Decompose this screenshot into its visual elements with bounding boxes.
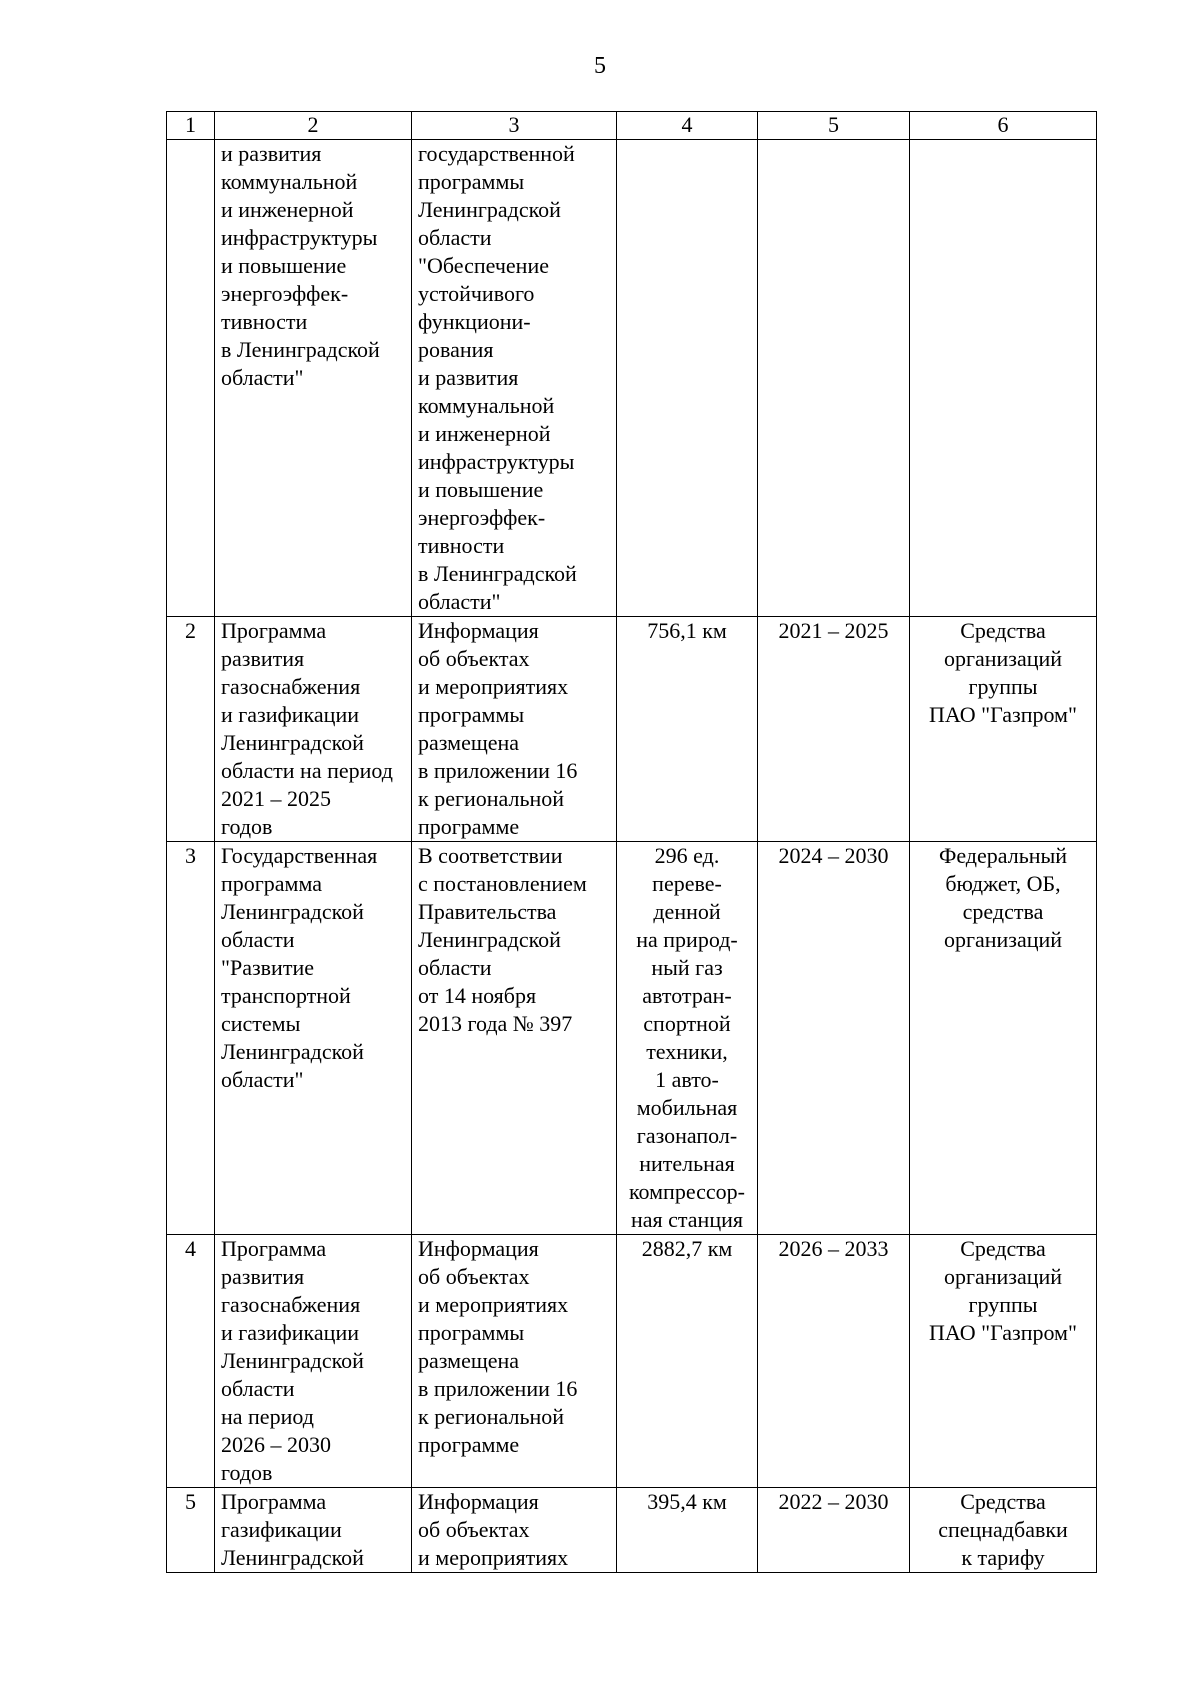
document-basis: Информация об объектах и мероприятиях <box>412 1488 617 1573</box>
program-name: Программа развития газоснабжения и газификации Ленинградской области на период 2021 – 2025 годов <box>215 617 412 842</box>
column-header: 1 <box>167 112 215 140</box>
table-row <box>167 842 1097 1235</box>
indicator-value <box>617 140 758 617</box>
page-number: 5 <box>594 53 606 79</box>
indicator-value: 756,1 км <box>617 617 758 842</box>
row-number <box>167 140 215 617</box>
indicator-value: 296 ед. переве- денной на природ- ный газ автотран- спортной техники, 1 авто- мобильная газонапол- нительная компрессор- ная станция <box>617 842 758 1235</box>
data-table <box>166 111 1097 1573</box>
funding-source: Средства спецнадбавки к тарифу <box>910 1488 1097 1573</box>
indicator-value: 395,4 км <box>617 1488 758 1573</box>
column-header: 4 <box>617 112 758 140</box>
row-number: 4 <box>167 1235 215 1488</box>
funding-source: Средства организаций группы ПАО "Газпром" <box>910 617 1097 842</box>
document-basis: государственной программы Ленинградской области "Обеспечение устойчивого функциони- рования и развития коммунальной и инженерной инфраструктуры и повышение энергоэффек- тивности в Ленинградской области" <box>412 140 617 617</box>
column-header: 2 <box>215 112 412 140</box>
table-header-row <box>167 112 1097 140</box>
implementation-years: 2022 – 2030 <box>758 1488 910 1573</box>
program-name: Государственная программа Ленинградской области "Развитие транспортной системы Ленинградской области" <box>215 842 412 1235</box>
row-number: 3 <box>167 842 215 1235</box>
column-header: 5 <box>758 112 910 140</box>
column-header: 3 <box>412 112 617 140</box>
indicator-value: 2882,7 км <box>617 1235 758 1488</box>
document-basis: Информация об объектах и мероприятиях программы размещена в приложении 16 к региональной программе <box>412 617 617 842</box>
funding-source <box>910 140 1097 617</box>
column-header: 6 <box>910 112 1097 140</box>
table-row <box>167 1488 1097 1573</box>
row-number: 5 <box>167 1488 215 1573</box>
funding-source: Средства организаций группы ПАО "Газпром" <box>910 1235 1097 1488</box>
document-basis: Информация об объектах и мероприятиях программы размещена в приложении 16 к региональной программе <box>412 1235 617 1488</box>
document-basis: В соответствии с постановлением Правительства Ленинградской области от 14 ноября 2013 года № 397 <box>412 842 617 1235</box>
table-row <box>167 617 1097 842</box>
implementation-years: 2024 – 2030 <box>758 842 910 1235</box>
table-row <box>167 1235 1097 1488</box>
program-name: и развития коммунальной и инженерной инфраструктуры и повышение энергоэффек- тивности в Ленинградской области" <box>215 140 412 617</box>
table-row <box>167 140 1097 617</box>
program-name: Программа развития газоснабжения и газификации Ленинградской области на период 2026 – 2030 годов <box>215 1235 412 1488</box>
implementation-years: 2021 – 2025 <box>758 617 910 842</box>
implementation-years: 2026 – 2033 <box>758 1235 910 1488</box>
implementation-years <box>758 140 910 617</box>
program-name: Программа газификации Ленинградской <box>215 1488 412 1573</box>
funding-source: Федеральный бюджет, ОБ, средства организаций <box>910 842 1097 1235</box>
row-number: 2 <box>167 617 215 842</box>
